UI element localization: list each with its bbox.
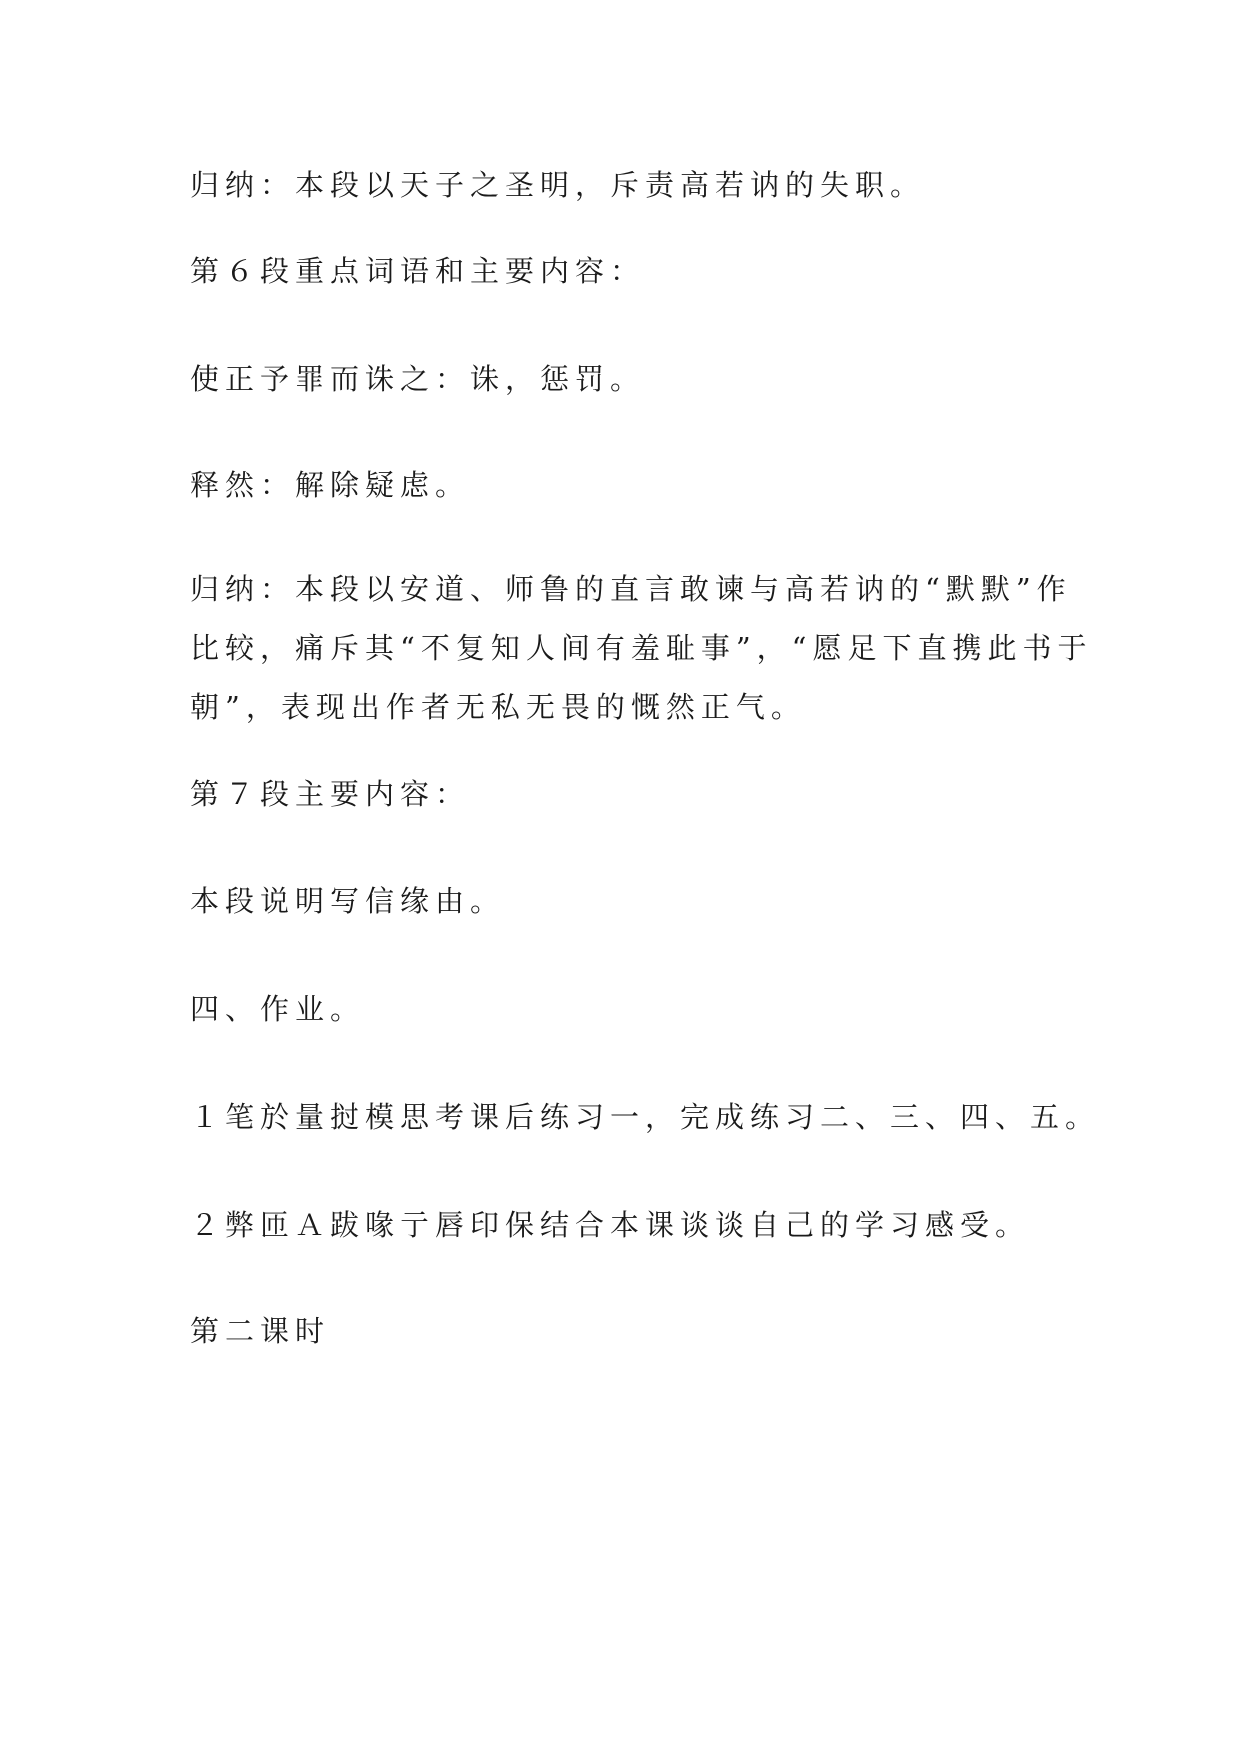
homework-item-1: １笔於量挝模思考课后练习一，完成练习二、三、四、五。 <box>190 1100 1101 1134</box>
summary-paragraph-5: 归纳：本段以天子之圣明，斥责高若讷的失职。 <box>190 168 926 202</box>
section-6-heading: 第６段重点词语和主要内容： <box>190 254 646 288</box>
homework-item-2: ２弊匝Ａ跋喙亍唇印保结合本课谈谈自己的学习感受。 <box>190 1208 1031 1242</box>
vocab-item-shiran: 释然：解除疑虑。 <box>190 468 471 502</box>
summary-paragraph-6-line-2: 比较，痛斥其“不复知人间有羞耻事”，“愿足下直携此书于 <box>190 631 1093 665</box>
summary-paragraph-6-line-1: 归纳：本段以安道、师鲁的直言敢谏与高若讷的“默默”作 <box>190 572 1072 606</box>
section-7-content: 本段说明写信缘由。 <box>190 884 506 918</box>
homework-heading: 四、作业。 <box>190 992 366 1026</box>
vocab-item-zhu: 使正予罪而诛之：诛，惩罚。 <box>190 362 646 396</box>
second-lesson-heading: 第二课时 <box>190 1314 331 1348</box>
section-7-heading: 第７段主要内容： <box>190 777 471 811</box>
summary-paragraph-6-line-3: 朝”，表现出作者无私无畏的慨然正气。 <box>190 690 806 724</box>
